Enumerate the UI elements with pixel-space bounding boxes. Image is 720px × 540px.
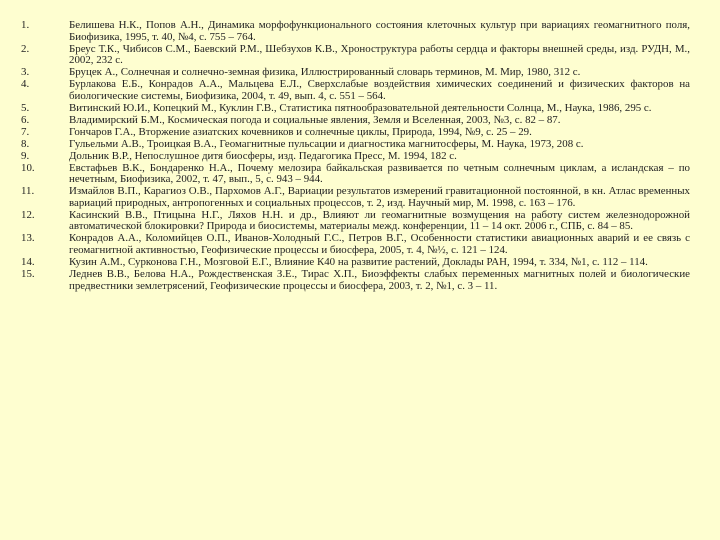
reference-number: 11. [21, 185, 35, 198]
reference-item [0, 139, 720, 151]
reference-number: 9. [21, 149, 30, 162]
reference-number: 4. [21, 78, 30, 91]
reference-item [0, 103, 720, 115]
reference-number: 8. [21, 137, 30, 150]
reference-item [0, 67, 720, 79]
reference-text: Бруцек А., Солнечная и солнечно-земная физика, Иллюстрированный словарь терминов, М. Мир, 1980, 312 с. [69, 66, 581, 79]
reference-number: 10. [21, 161, 35, 174]
reference-item [0, 44, 720, 67]
reference-text: Гульельми А.В., Троицкая В.А., Геомагнитные пульсации и диагностика магнитосферы, М. Наука, 1973, 208 с. [69, 137, 584, 150]
reference-number: 14. [21, 255, 35, 268]
reference-number: 6. [21, 113, 30, 126]
reference-text: Владимирский Б.М., Космическая погода и социальные явления, Земля и Вселенная, 2003, №3, с. 82 – 87. [69, 113, 561, 126]
reference-text: Белишева Н.К., Попов А.Н., Динамика морфофункционального состояния клеточных культур при вариациях геомагнитного поля, Биофизика, 1995, т. 40, №4, с. 755 – 764. [69, 19, 690, 43]
reference-text: Касинский В.В., Птицына Н.Г., Ляхов Н.Н. и др., Влияют ли геомагнитные возмущения на работу систем железнодорожной автоматической блокировки? Природа и биосистемы, материалы межд. конференции, 11 – 14 окт. 2006 г., СПБ, с. 84 – 85. [69, 208, 690, 233]
reference-text: Витинский Ю.И., Копецкий М., Куклин Г.В., Статистика пятнообразовательной деятельности Солнца, М., Наука, 1986, 295 с. [69, 101, 652, 114]
reference-number: 12. [21, 208, 35, 221]
reference-number: 5. [21, 101, 30, 114]
reference-text: Бреус Т.К., Чибисов С.М., Баевский Р.М., Шебзухов К.В., Хроноструктура работы сердца и факторы внешней среды, изд. РУДН, М., 2002, 232 с. [69, 42, 690, 67]
reference-text: Леднев В.В., Белова Н.А., Рождественская З.Е., Тирас Х.П., Биоэффекты слабых переменных магнитных полей и биологические предвестники землетрясений, Геофизические процессы и биосфера, 2003, т. 2, №1, с. 3 – 11. [69, 267, 690, 292]
reference-text: Гончаров Г.А., Вторжение азиатских кочевников и солнечные циклы, Природа, 1994, №9, с. 25 – 29. [69, 125, 532, 138]
reference-text: Бурлакова Е.Б., Конрадов А.А., Мальцева Е.Л., Сверхслабые воздействия химических соединений и физических факторов на биологические системы, Биофизика, 2004, т. 49, вып. 4, с. 551 – 564. [69, 78, 690, 102]
reference-number: 13. [21, 232, 35, 245]
reference-item [0, 151, 720, 163]
reference-number: 3. [21, 66, 30, 79]
reference-text: Конрадов А.А., Коломийцев О.П., Иванов-Холодный Г.С., Петров В.Г., Особенности статистики авиационных аварий и ее связь с геомагнитной активностью, Геофизические процессы и биосфера, 2005, т. 4, №½, с. 121 – 124. [69, 232, 690, 256]
reference-item [0, 210, 720, 233]
reference-list [0, 20, 720, 293]
reference-item [0, 20, 720, 43]
reference-item [0, 127, 720, 139]
reference-item [0, 115, 720, 127]
reference-number: 2. [21, 42, 30, 55]
reference-item [0, 233, 720, 256]
reference-number: 15. [21, 267, 35, 280]
reference-item [0, 269, 720, 292]
reference-text: Евстафьев В.К., Бондаренко Н.А., Почему мелозира байкальская развивается по четным солнечным циклам, а исландская – по нечетным, Биофизика, 2002, т. 47, вып., 5, с. 943 – 944. [69, 161, 690, 186]
reference-item [0, 79, 720, 102]
reference-number: 7. [21, 125, 30, 138]
reference-text: Дольник В.Р., Непослушное дитя биосферы, изд. Педагогика Пресс, М. 1994, 182 с. [69, 149, 457, 162]
reference-item [0, 163, 720, 186]
reference-item [0, 186, 720, 209]
reference-number: 1. [21, 19, 30, 31]
reference-text: Кузин А.М., Сурконова Г.Н., Мозговой Е.Г., Влияние К40 на развитие растений, Доклады РАН, 1994, т. 334, №1, с. 112 – 114. [69, 255, 648, 268]
reference-item [0, 257, 720, 269]
reference-text: Измайлов В.П., Карагиоз О.В., Пархомов А.Г., Вариации результатов измерений гравитационной постоянной, в кн. Атлас временных вариаций природных, антропогенных и социальных процессов, т. 2, изд. Научный мир, М. 1998, с. 163 – 176. [69, 185, 690, 209]
